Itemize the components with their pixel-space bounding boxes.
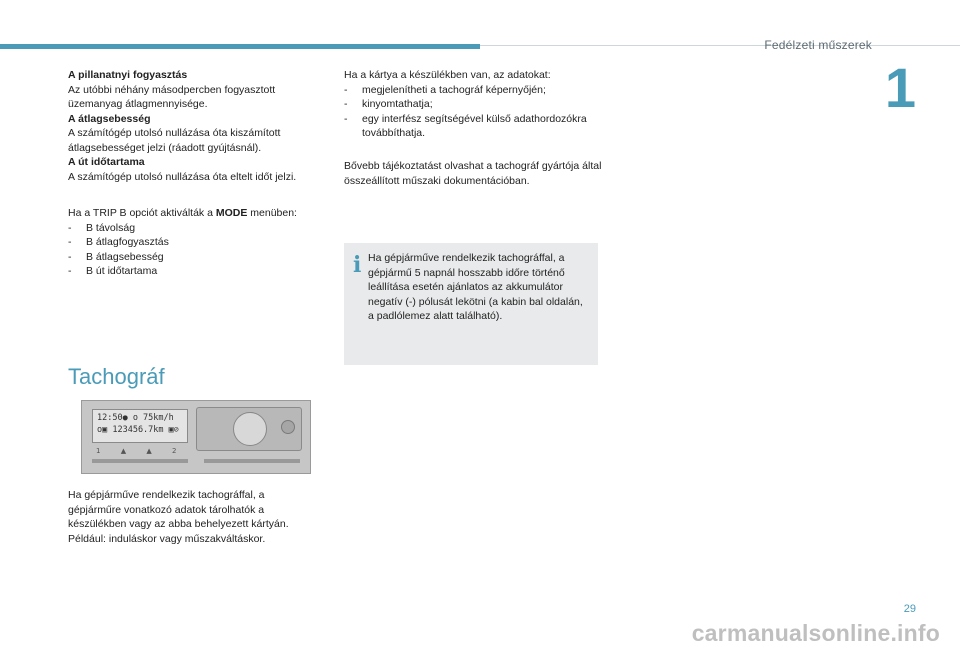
info-box <box>344 243 598 365</box>
tachograph-control-panel <box>196 407 302 451</box>
list-item: - B átlagsebesség <box>68 250 318 265</box>
text-instant-consumption: Az utóbbi néhány másodpercben fogyasztott üzemanyag átlagmennyisége. <box>68 83 276 110</box>
left-column-definitions <box>68 68 318 184</box>
right-column-card-data <box>344 68 604 141</box>
heading-instant-consumption: A pillanatnyi fogyasztás <box>68 69 188 81</box>
card-intro: Ha a kártya a készülékben van, az adatokat: <box>344 69 551 81</box>
list-item: - B út időtartama <box>68 264 318 279</box>
info-icon: i <box>353 252 362 278</box>
eject-knob-icon <box>281 420 295 434</box>
watermark: carmanualsonline.info <box>691 620 940 646</box>
trip-b-section <box>68 206 318 279</box>
list-item: - egy interfész segítségével külső adathordozókra továbbíthatja. <box>344 112 604 141</box>
header-divider-line <box>480 45 960 46</box>
section-title: Fedélzeti műszerek <box>764 38 872 52</box>
trip-b-intro <box>68 206 318 221</box>
button-label: 1 <box>96 447 101 455</box>
control-dial-icon <box>233 412 267 446</box>
button-label: ▲ <box>146 447 152 455</box>
tachograph-display <box>92 409 188 443</box>
card-slot-2 <box>204 459 300 463</box>
list-item: - kinyomtathatja; <box>344 97 604 112</box>
info-box-text: Ha gépjárműve rendelkezik tachográffal, a gépjármű 5 napnál hosszabb időre történő leállítása esetén ajánlatos az akkumulátor negatív (-) pólusát lekötni (a kabin bal oldalán, a padlólemez alatt található). <box>368 252 583 322</box>
tachograph-device-illustration <box>81 400 311 474</box>
card-list <box>344 83 604 141</box>
mode-keyword: MODE <box>215 207 248 219</box>
more-info-text: Bővebb tájékoztatást olvashat a tachográf gyártója által összeállított műszaki dokumentációban. <box>344 160 602 187</box>
button-label: 2 <box>171 447 177 455</box>
display-line-1: 12:50● o 75km/h <box>97 413 174 423</box>
card-slot-1 <box>92 459 188 463</box>
heading-average-speed: A átlagsebesség <box>68 112 151 125</box>
chapter-number: 1 <box>884 56 916 119</box>
list-item: - B átlagfogyasztás <box>68 235 318 250</box>
header-accent-bar <box>0 44 480 49</box>
tachograph-description-text: Ha gépjárműve rendelkezik tachográffal, a gépjárműre vonatkozó adatok tárolhatók a készülékben vagy az abba behelyezett kártyán. Például: induláskor vagy műszakváltáskor. <box>68 489 289 545</box>
text-average-speed: A számítógép utolsó nullázása óta kiszámított átlagsebességet jelzi (ráadott gyújtásnál). <box>68 127 281 154</box>
display-line-2: o▣ 123456.7km ▣⊘ <box>97 425 179 435</box>
trip-b-list <box>68 221 318 279</box>
trip-b-intro-suffix: menüben: <box>247 207 297 219</box>
tachograph-description <box>68 488 318 546</box>
list-item: - megjelenítheti a tachográf képernyőjén; <box>344 83 604 98</box>
tachograph-button-row <box>96 447 296 455</box>
tachograph-heading: Tachográf <box>68 364 165 389</box>
list-item: - B távolság <box>68 221 318 236</box>
text-trip-duration: A számítógép utolsó nullázása óta eltelt időt jelzi. <box>68 170 297 183</box>
page-number: 29 <box>903 603 916 615</box>
more-info-paragraph <box>344 159 604 188</box>
button-label: ▲ <box>120 447 127 455</box>
trip-b-intro-text: Ha a TRIP B opciót aktiválták a <box>68 207 216 219</box>
heading-trip-duration: A út időtartama <box>68 156 145 168</box>
